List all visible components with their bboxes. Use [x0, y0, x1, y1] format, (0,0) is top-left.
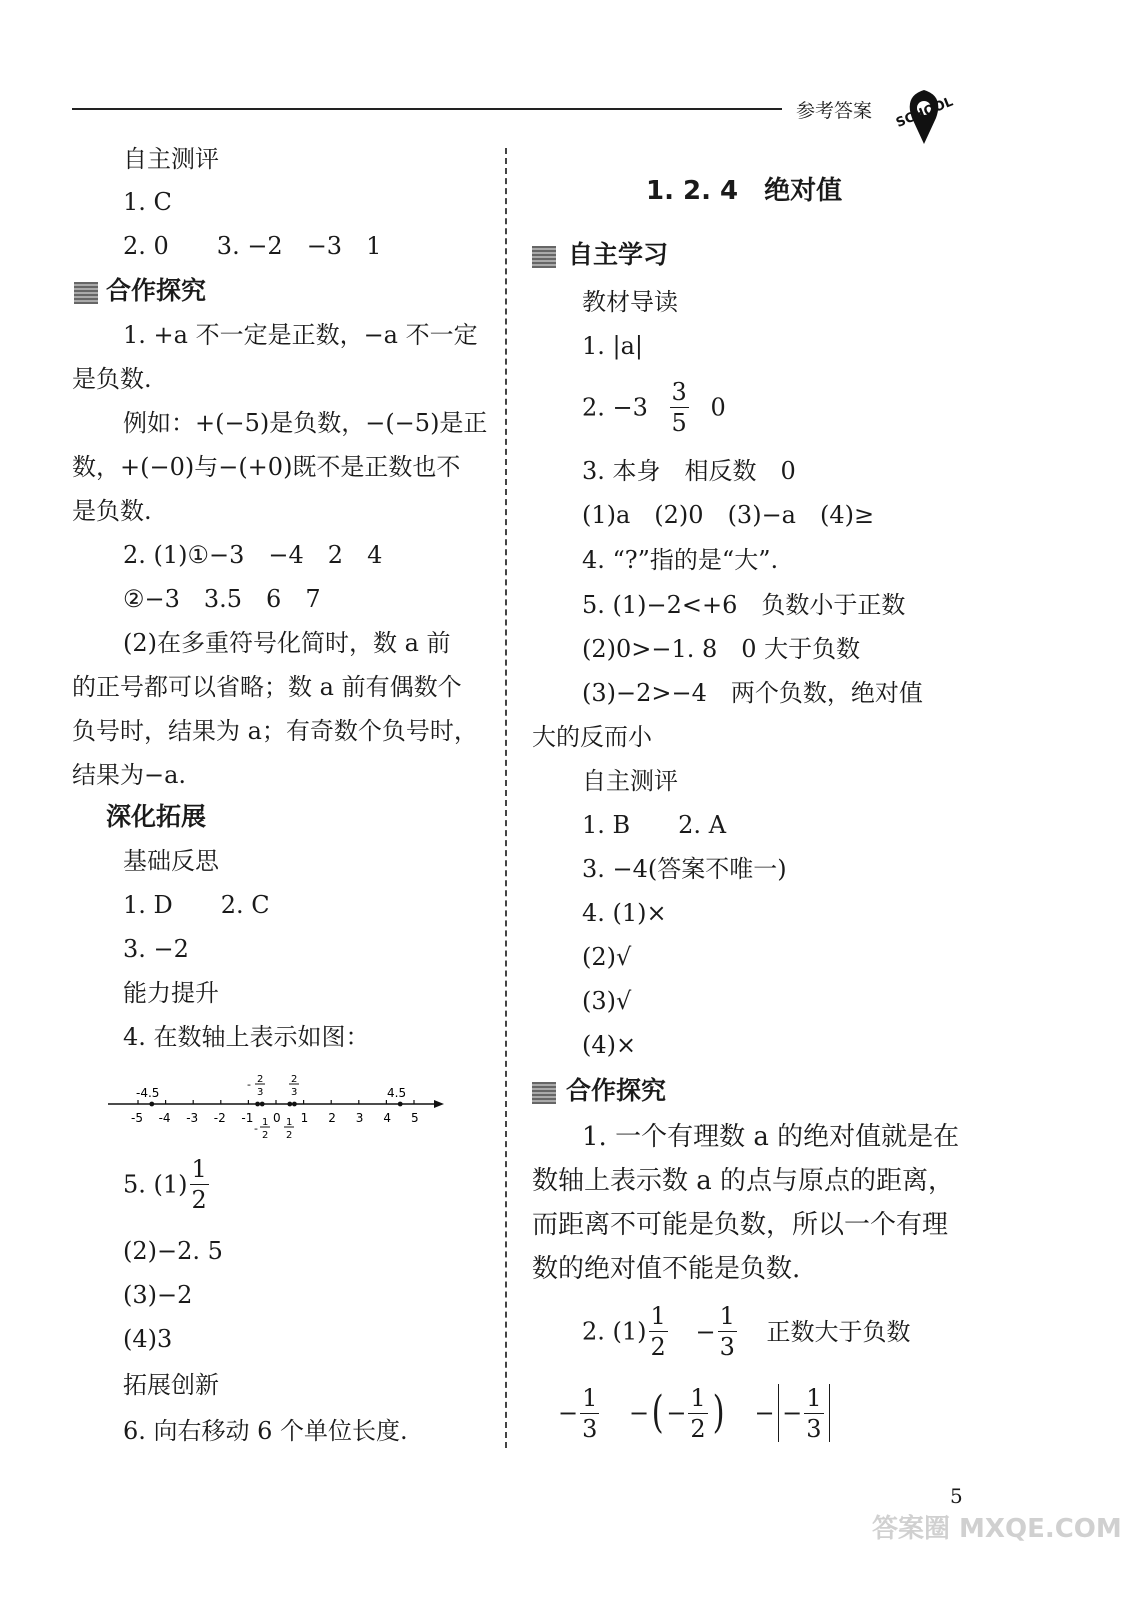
number-line-tick-label: 4 — [383, 1111, 392, 1125]
watermark: 答案圈 MXQE.COM — [872, 1514, 1122, 1544]
r23-minus4: − — [754, 1399, 775, 1427]
r22-frac2-den: 3 — [719, 1333, 735, 1361]
left-l18: 能力提升 — [123, 979, 219, 1007]
page-number: 5 — [950, 1484, 963, 1508]
section-icon — [532, 246, 556, 268]
number-line-point — [398, 1102, 403, 1107]
right-r8: (2)0>−1. 8 0 大于负数 — [582, 635, 861, 663]
left-l13: 负号时，结果为 a；有奇数个负号时， — [72, 717, 478, 745]
r23-rparen: ) — [712, 1387, 725, 1438]
r23-frac1 — [580, 1383, 599, 1443]
left-l2: 1. C — [123, 188, 172, 216]
number-line-tick-label: 0 — [273, 1111, 281, 1125]
right-r16: (3)√ — [582, 987, 632, 1015]
left-l20: (2)−2. 5 — [123, 1237, 223, 1265]
r22-prefix: 2. (1) — [582, 1317, 647, 1346]
right-r17: (4)× — [582, 1031, 637, 1059]
number-line-tick-label: -2 — [213, 1111, 226, 1125]
r23-frac1-den: 3 — [582, 1414, 598, 1443]
number-line-tick-label: 1 — [300, 1111, 309, 1125]
number-line-tick-label: -5 — [131, 1111, 143, 1125]
header-title: 参考答案 — [796, 100, 873, 122]
q5-prefix: 5. (1) — [123, 1170, 188, 1199]
r23-minus3: − — [666, 1399, 687, 1427]
r23-frac2 — [688, 1383, 707, 1443]
left-l21: (3)−2 — [123, 1281, 193, 1309]
number-line-tick-label: 3 — [355, 1111, 364, 1125]
section-icon — [532, 1082, 556, 1104]
right-r15: (2)√ — [582, 943, 632, 971]
left-q5 — [123, 1157, 211, 1212]
left-l4: 1. +a 不一定是正数，−a 不一定 — [123, 321, 478, 349]
number-line-point — [255, 1102, 260, 1107]
right-r10: 大的反而小 — [532, 723, 652, 751]
right-r7: 5. (1)−2<+6 负数小于正数 — [582, 591, 906, 619]
r22-frac1-num: 1 — [650, 1302, 666, 1330]
label-pos1-2-num: 1 — [286, 1117, 293, 1128]
left-section-shenhua: 深化拓展 — [106, 802, 207, 831]
number-line-point — [287, 1102, 292, 1107]
right-section-hezuo: 合作探究 — [566, 1076, 667, 1105]
number-line-arrow — [434, 1100, 444, 1108]
r22-minus: − — [695, 1317, 716, 1346]
label-neg2-3-den: 3 — [257, 1087, 264, 1098]
r23-frac3-num: 1 — [806, 1383, 822, 1412]
right-r11: 自主测评 — [582, 767, 678, 795]
left-l5: 是负数. — [72, 365, 152, 393]
left-l1: 自主测评 — [123, 145, 219, 173]
logo-text: SCHOOL — [893, 94, 956, 131]
label-neg2-3-num: 2 — [257, 1074, 264, 1085]
left-l14: 结果为−a. — [72, 761, 187, 789]
right-r20: 而距离不可能是负数，所以一个有理 — [532, 1210, 949, 1240]
q5-den: 2 — [191, 1186, 207, 1214]
r23-frac2-num: 1 — [690, 1383, 706, 1412]
abs-bar-right — [829, 1384, 831, 1442]
right-r1: 教材导读 — [582, 288, 678, 316]
right-r6: 4. “?”指的是“大”. — [582, 546, 779, 574]
r22-frac1-den: 2 — [650, 1333, 666, 1361]
r22-frac1 — [649, 1304, 668, 1359]
number-line-tick-label: 5 — [411, 1111, 419, 1125]
r3-fraction — [670, 380, 689, 435]
left-l9: 2. (1)①−3 −4 2 4 — [123, 541, 383, 569]
r23-minus1: − — [558, 1399, 579, 1427]
header-rule — [72, 108, 782, 110]
r3-den: 5 — [671, 409, 687, 437]
number-line-tick-label: -4 — [158, 1111, 171, 1125]
left-l10: ②−3 3.5 6 7 — [123, 585, 321, 613]
label-pos2-3-den: 3 — [291, 1087, 298, 1098]
label-neg1-2-minus: - — [254, 1122, 258, 1135]
number-line-point — [260, 1102, 265, 1107]
q5-fraction — [190, 1157, 209, 1212]
right-r5: (1)a (2)0 (3)−a (4)≥ — [582, 501, 875, 529]
right-r14: 4. (1)× — [582, 899, 667, 927]
left-l6: 例如：+(−5)是负数，−(−5)是正 — [123, 409, 488, 437]
number-line — [100, 1070, 460, 1142]
left-l12: 的正号都可以省略；数 a 前有偶数个 — [72, 673, 462, 701]
r22-frac2-num: 1 — [719, 1302, 735, 1330]
q5-num: 1 — [191, 1155, 207, 1183]
r23-lparen: ( — [651, 1387, 664, 1438]
right-r23 — [558, 1384, 833, 1442]
right-section-zizhu: 自主学习 — [568, 240, 669, 269]
left-l17: 3. −2 — [123, 935, 189, 963]
r3-prefix: 2. −3 — [582, 393, 648, 422]
label-neg2-3-minus: - — [247, 1078, 251, 1091]
r23-frac2-den: 2 — [690, 1414, 706, 1443]
right-r4: 3. 本身 相反数 0 — [582, 457, 796, 485]
right-r12: 1. B 2. A — [582, 811, 727, 839]
number-line-point — [149, 1102, 154, 1107]
label-neg1-2-num: 1 — [262, 1117, 269, 1128]
left-l11: (2)在多重符号化简时，数 a 前 — [123, 629, 451, 657]
right-r2: 1. |a| — [582, 332, 644, 360]
r22-text: 正数大于负数 — [766, 1317, 911, 1346]
number-line-point — [292, 1102, 297, 1107]
r22-frac2 — [718, 1304, 737, 1359]
label-neg1-2-den: 2 — [262, 1130, 269, 1141]
right-title: 1. 2. 4 绝对值 — [646, 176, 843, 206]
right-r21: 数的绝对值不能是负数. — [532, 1254, 801, 1284]
section-icon — [74, 282, 98, 304]
left-l8: 是负数. — [72, 497, 152, 525]
school-logo — [884, 76, 964, 146]
abs-bar-left — [778, 1384, 780, 1442]
left-l19: 4. 在数轴上表示如图： — [123, 1023, 370, 1051]
left-section-hezuo: 合作探究 — [106, 276, 207, 305]
left-l15: 基础反思 — [123, 847, 219, 875]
left-l7: 数，+(−0)与−(+0)既不是正数也不 — [72, 453, 461, 481]
column-divider — [505, 148, 507, 1448]
label-pos4-5: 4.5 — [387, 1086, 407, 1100]
number-line-tick-label: -3 — [186, 1111, 199, 1125]
label-pos1-2-den: 2 — [286, 1130, 293, 1141]
r3-num: 3 — [671, 378, 687, 406]
r23-minus2: − — [629, 1399, 650, 1427]
right-r19: 数轴上表示数 a 的点与原点的距离， — [532, 1166, 955, 1196]
r23-frac1-num: 1 — [582, 1383, 598, 1412]
right-r3 — [582, 380, 726, 435]
r23-frac3-den: 3 — [806, 1414, 822, 1443]
r23-frac3 — [804, 1383, 823, 1443]
label-neg4-5: -4.5 — [136, 1086, 160, 1100]
left-l3: 2. 0 3. −2 −3 1 — [123, 232, 382, 260]
right-r22 — [582, 1304, 910, 1359]
left-l24: 6. 向右移动 6 个单位长度. — [123, 1417, 408, 1445]
left-l22: (4)3 — [123, 1325, 173, 1353]
r3-suffix: 0 — [710, 393, 726, 422]
left-l23: 拓展创新 — [123, 1371, 219, 1399]
label-pos2-3-num: 2 — [291, 1074, 298, 1085]
number-line-tick-label: -1 — [241, 1111, 254, 1125]
number-line-tick-label: 2 — [328, 1111, 336, 1125]
right-r18: 1. 一个有理数 a 的绝对值就是在 — [582, 1122, 960, 1152]
r23-minus5: − — [782, 1399, 803, 1427]
school-pin-icon — [884, 76, 964, 146]
left-l16: 1. D 2. C — [123, 891, 270, 919]
right-r13: 3. −4(答案不唯一) — [582, 855, 787, 883]
right-r9: (3)−2>−4 两个负数，绝对值 — [582, 679, 923, 707]
